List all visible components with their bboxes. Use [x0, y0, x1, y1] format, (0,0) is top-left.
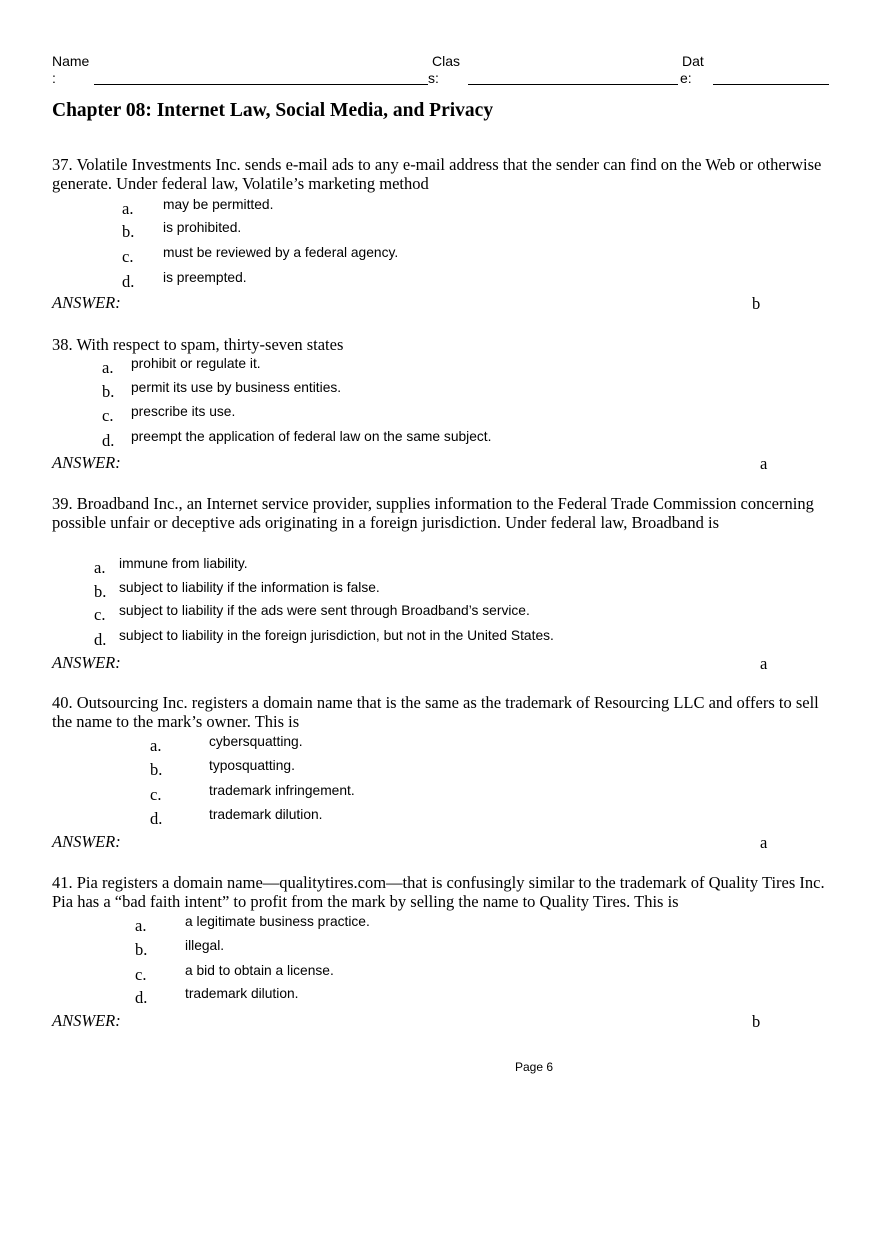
- date-label: Dat: [682, 53, 704, 69]
- option-text: prescribe its use.: [131, 404, 236, 419]
- question-37-answer: b: [752, 294, 761, 313]
- option-text: trademark dilution.: [209, 807, 323, 822]
- class-field-line[interactable]: [468, 84, 678, 85]
- option-letter: d.: [122, 272, 135, 291]
- option-text: illegal.: [185, 938, 225, 953]
- option-text: cybersquatting.: [209, 734, 303, 749]
- option-text: preempt the application of federal law on the same subject.: [131, 429, 492, 444]
- option-text: subject to liability if the ads were sent through Broadband’s service.: [119, 603, 530, 618]
- name-label: Name: [52, 53, 90, 69]
- option-letter: a.: [150, 736, 162, 755]
- answer-label: ANSWER:: [52, 293, 121, 312]
- option-letter: d.: [102, 431, 115, 450]
- date-field-line[interactable]: [713, 84, 829, 85]
- option-letter: c.: [102, 406, 114, 425]
- option-letter: c.: [122, 247, 134, 266]
- question-41-answer: b: [752, 1012, 761, 1031]
- question-39-stem: 39. Broadband Inc., an Internet service provider, supplies information to the Federal Trade Commission concerning possible unfair or deceptive ads originating in a foreign jurisdiction. Under federal law, Broadband is: [52, 494, 814, 532]
- option-letter: a.: [102, 358, 114, 377]
- option-letter: d.: [94, 630, 107, 649]
- option-text: trademark infringement.: [209, 783, 355, 798]
- option-letter: d.: [150, 809, 163, 828]
- option-letter: d.: [135, 988, 148, 1007]
- option-letter: a.: [94, 558, 106, 577]
- option-text: is preempted.: [163, 270, 247, 285]
- option-letter: c.: [150, 785, 162, 804]
- answer-label: ANSWER:: [52, 653, 121, 672]
- question-38-stem: 38. With respect to spam, thirty-seven states: [52, 335, 344, 354]
- page-number: Page 6: [515, 1060, 554, 1074]
- option-text: subject to liability if the information is false.: [119, 580, 380, 595]
- option-text: may be permitted.: [163, 197, 274, 212]
- option-text: prohibit or regulate it.: [131, 356, 261, 371]
- question-37-stem: 37. Volatile Investments Inc. sends e-mail ads to any e-mail address that the sender can find on the Web or otherwise generate. Under federal law, Volatile’s marketing method: [52, 155, 822, 193]
- answer-label: ANSWER:: [52, 1011, 121, 1030]
- option-letter: b.: [150, 760, 163, 779]
- option-letter: b.: [102, 382, 115, 401]
- question-38-answer: a: [760, 454, 768, 473]
- option-text: must be reviewed by a federal agency.: [163, 245, 399, 260]
- option-text: permit its use by business entities.: [131, 380, 342, 395]
- question-39-answer: a: [760, 654, 768, 673]
- date-label-suffix: e:: [680, 70, 692, 86]
- class-label-suffix: s:: [428, 70, 439, 86]
- name-field-line[interactable]: [94, 84, 428, 85]
- option-text: a bid to obtain a license.: [185, 963, 334, 978]
- class-label: Clas: [432, 53, 461, 69]
- option-letter: b.: [135, 940, 148, 959]
- question-40-stem: 40. Outsourcing Inc. registers a domain name that is the same as the trademark of Resourcing LLC and offers to sell the name to the mark’s owner. This is: [52, 693, 819, 731]
- option-text: typosquatting.: [209, 758, 295, 773]
- option-letter: b.: [94, 582, 107, 601]
- option-letter: a.: [122, 199, 134, 218]
- option-letter: c.: [135, 965, 147, 984]
- option-letter: c.: [94, 605, 106, 624]
- name-label-colon: :: [52, 70, 56, 86]
- question-41-stem: 41. Pia registers a domain name—qualitytires.com—that is confusingly similar to the trademark of Quality Tires Inc. Pia has a “bad faith intent” to profit from the mark by selling the name to Quality Tires. This is: [52, 873, 825, 911]
- option-text: is prohibited.: [163, 220, 242, 235]
- option-letter: a.: [135, 916, 147, 935]
- option-letter: b.: [122, 222, 135, 241]
- answer-label: ANSWER:: [52, 832, 121, 851]
- option-text: trademark dilution.: [185, 986, 299, 1001]
- option-text: immune from liability.: [119, 556, 248, 571]
- question-40-answer: a: [760, 833, 768, 852]
- page-title: Chapter 08: Internet Law, Social Media, and Privacy: [52, 100, 494, 121]
- option-text: subject to liability in the foreign jurisdiction, but not in the United States.: [119, 628, 554, 643]
- answer-label: ANSWER:: [52, 453, 121, 472]
- option-text: a legitimate business practice.: [185, 914, 370, 929]
